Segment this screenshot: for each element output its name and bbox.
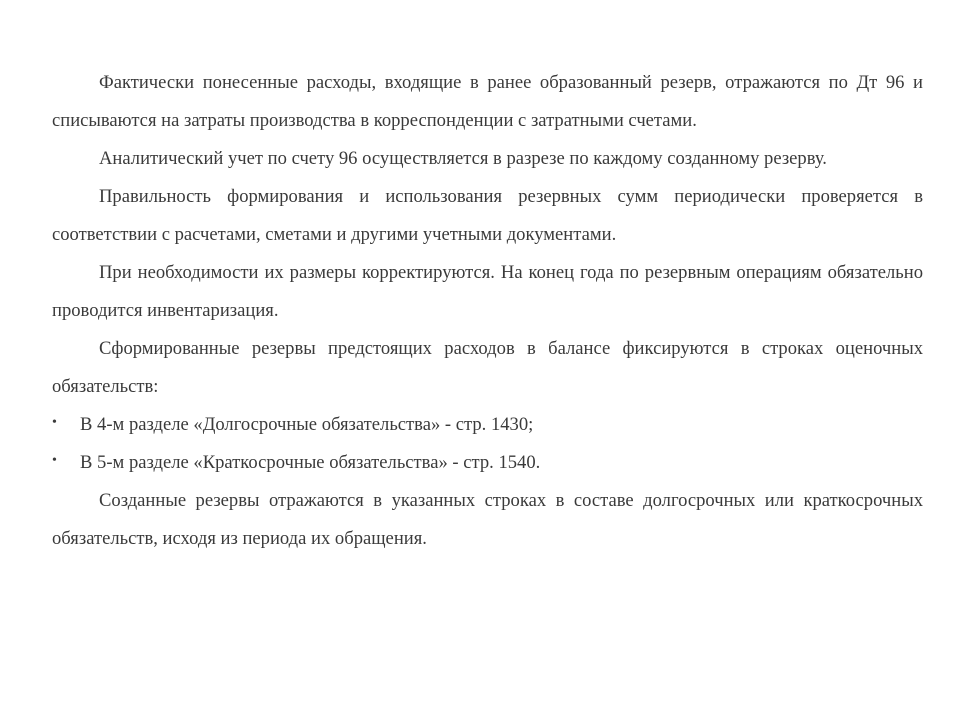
document-body xyxy=(52,64,923,558)
bullet-icon: • xyxy=(52,453,57,468)
paragraph-correctness-check: Правильность формирования и использования резервных сумм периодически проверяется в соответствии с расчетами, сметами и другими учетными документами. xyxy=(52,186,923,245)
paragraph-inventory: При необходимости их размеры корректируются. На конец года по резервным операциям обязательно проводится инвентаризация. xyxy=(52,262,923,321)
paragraph-created-reserves: Созданные резервы отражаются в указанных строках в составе долгосрочных или краткосрочных обязательств, исходя из периода их обращения. xyxy=(52,490,923,549)
list-item-text: В 4-м разделе «Долгосрочные обязательства» - стр. 1430; xyxy=(80,414,534,435)
list-item xyxy=(52,406,923,444)
bullet-icon: • xyxy=(52,415,57,430)
paragraph-balance-reserves: Сформированные резервы предстоящих расходов в балансе фиксируются в строках оценочных обязательств: xyxy=(52,338,923,397)
list-item xyxy=(52,444,923,482)
paragraph-actual-expenses: Фактически понесенные расходы, входящие в ранее образованный резерв, отражаются по Дт 96 и списываются на затраты производства в корреспонденции с затратными счетами. xyxy=(52,72,923,131)
paragraph-analytical-accounting: Аналитический учет по счету 96 осуществляется в разрезе по каждому созданному резерву. xyxy=(99,148,827,169)
list-item-text: В 5-м разделе «Краткосрочные обязательства» - стр. 1540. xyxy=(80,452,541,473)
